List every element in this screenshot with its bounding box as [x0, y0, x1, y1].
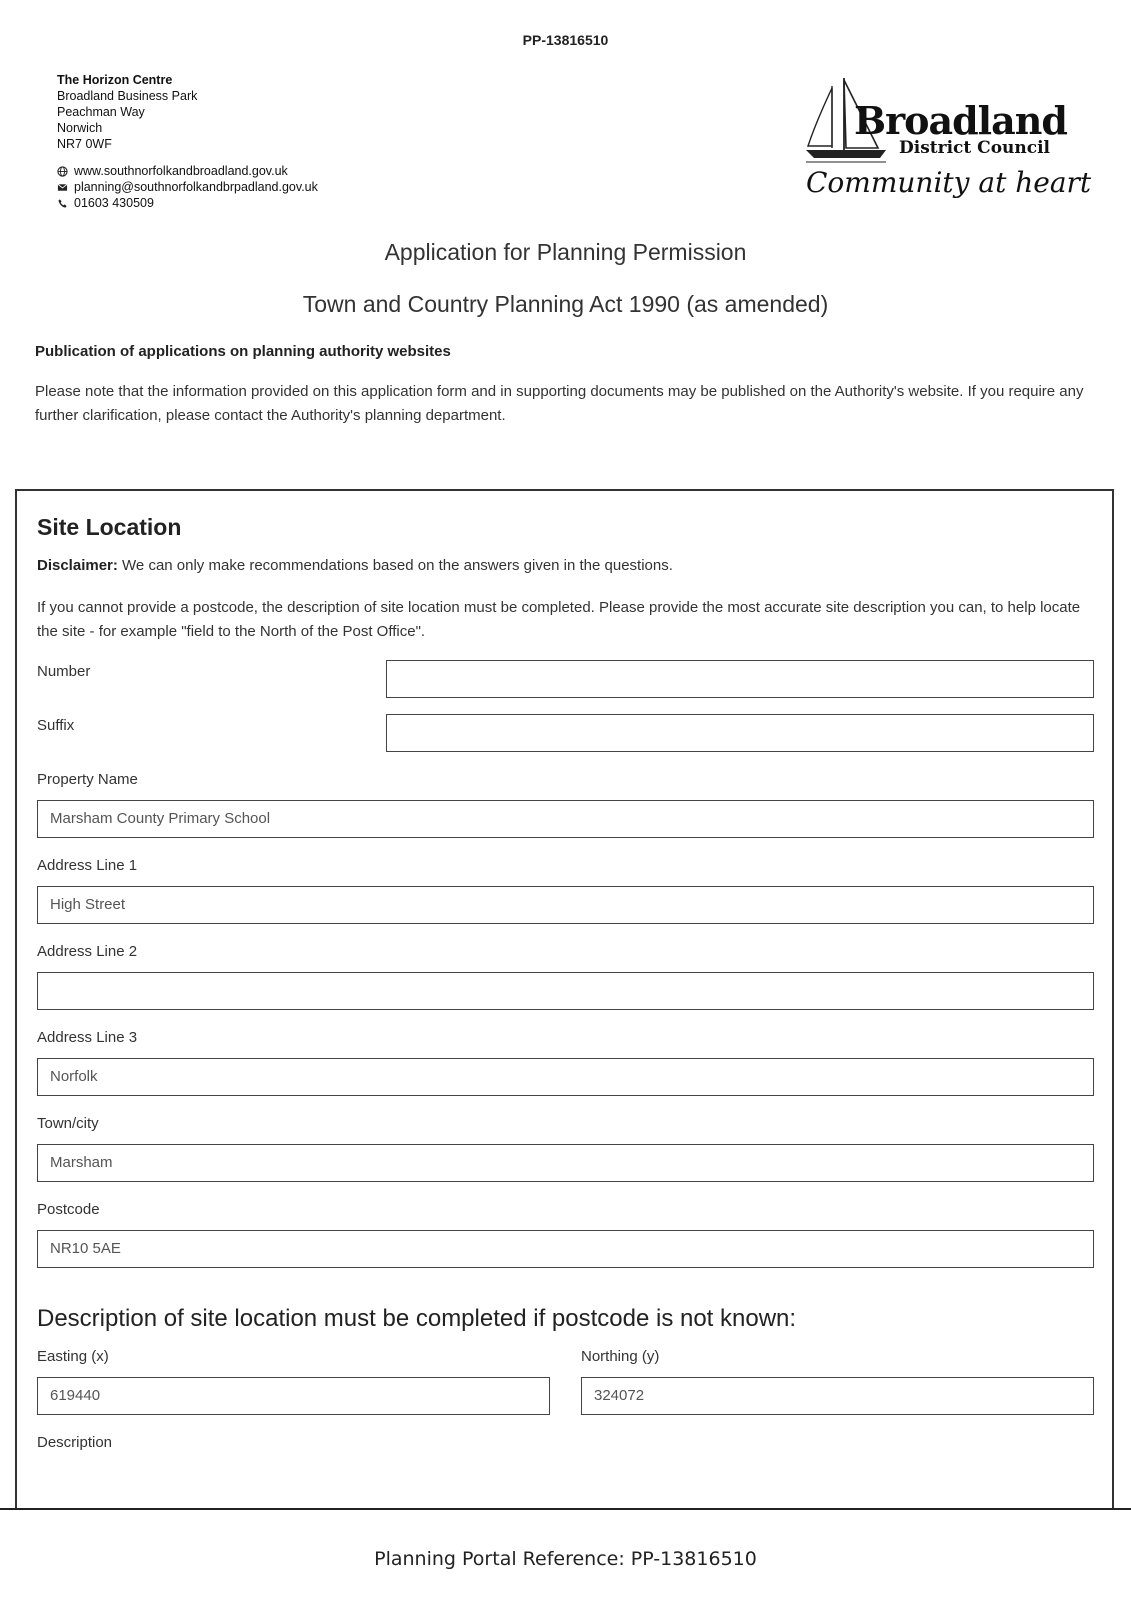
easting-label: Easting (x)	[37, 1348, 109, 1365]
northing-field[interactable]: 324072	[581, 1377, 1094, 1415]
town-city-field[interactable]: Marsham	[37, 1144, 1094, 1182]
logo-tagline: Community at heart	[806, 166, 1092, 199]
address-line-3: Norwich	[57, 121, 103, 135]
property-name-field[interactable]: Marsham County Primary School	[37, 800, 1094, 838]
disclaimer-label: Disclaimer:	[37, 557, 118, 574]
site-location-title: Site Location	[37, 514, 182, 540]
logo-subtitle: District Council	[899, 138, 1051, 158]
town-city-label: Town/city	[37, 1115, 99, 1132]
description-heading: Description of site location must be completed if postcode is not known:	[37, 1305, 797, 1332]
address-line-1-field[interactable]: High Street	[37, 886, 1094, 924]
contact-email[interactable]: planning@southnorfolkandbrpadland.gov.uk	[74, 180, 318, 194]
address-postcode: NR7 0WF	[57, 137, 112, 151]
number-field[interactable]	[386, 660, 1094, 698]
publication-heading: Publication of applications on planning authority websites	[35, 343, 451, 360]
postcode-note: If you cannot provide a postcode, the description of site location must be completed. Please provide the most accurate site description you can, to help locate the site - for example "field to the North of the Post Office".	[37, 599, 1081, 640]
address-line-2: Peachman Way	[57, 105, 145, 119]
logo-name: Broadland	[854, 98, 1067, 143]
phone-icon	[57, 198, 68, 209]
address-line-2-label: Address Line 2	[37, 943, 138, 960]
suffix-label: Suffix	[37, 717, 75, 734]
council-contact	[57, 163, 318, 211]
address-line-1: Broadland Business Park	[57, 89, 198, 103]
suffix-field[interactable]	[386, 714, 1094, 752]
address-line-2-field[interactable]	[37, 972, 1094, 1010]
envelope-icon	[57, 182, 68, 193]
contact-phone: 01603 430509	[74, 196, 154, 210]
northing-label: Northing (y)	[581, 1348, 660, 1365]
number-label: Number	[37, 663, 91, 680]
footer-reference: Planning Portal Reference: PP-13816510	[374, 1548, 757, 1570]
property-name-label: Property Name	[37, 771, 138, 788]
postcode-label: Postcode	[37, 1201, 100, 1218]
easting-field[interactable]: 619440	[37, 1377, 550, 1415]
form-act: Town and Country Planning Act 1990 (as amended)	[302, 291, 829, 317]
address-line-1-label: Address Line 1	[37, 857, 138, 874]
disclaimer-text: We can only make recommendations based on the answers given in the questions.	[117, 557, 673, 574]
publication-text: Please note that the information provided on this application form and in supporting documents may be published on the Authority's website. If you require any further clarification, please contact the Authority's planning department.	[35, 383, 1084, 424]
contact-email-row	[57, 179, 318, 195]
address-line-3-label: Address Line 3	[37, 1029, 138, 1046]
council-address	[57, 72, 197, 152]
postcode-field[interactable]: NR10 5AE	[37, 1230, 1094, 1268]
reference-number: PP-13816510	[522, 32, 609, 48]
form-title: Application for Planning Permission	[384, 239, 747, 265]
address-name: The Horizon Centre	[57, 73, 173, 87]
address-line-3-field[interactable]: Norfolk	[37, 1058, 1094, 1096]
contact-phone-row	[57, 195, 318, 211]
broadland-logo	[806, 72, 1092, 212]
disclaimer	[37, 557, 673, 574]
contact-website-row	[57, 163, 318, 179]
footer-divider	[0, 1508, 1131, 1510]
contact-website[interactable]: www.southnorfolkandbroadland.gov.uk	[74, 164, 288, 178]
globe-icon	[57, 166, 68, 177]
description-label: Description	[37, 1434, 113, 1451]
